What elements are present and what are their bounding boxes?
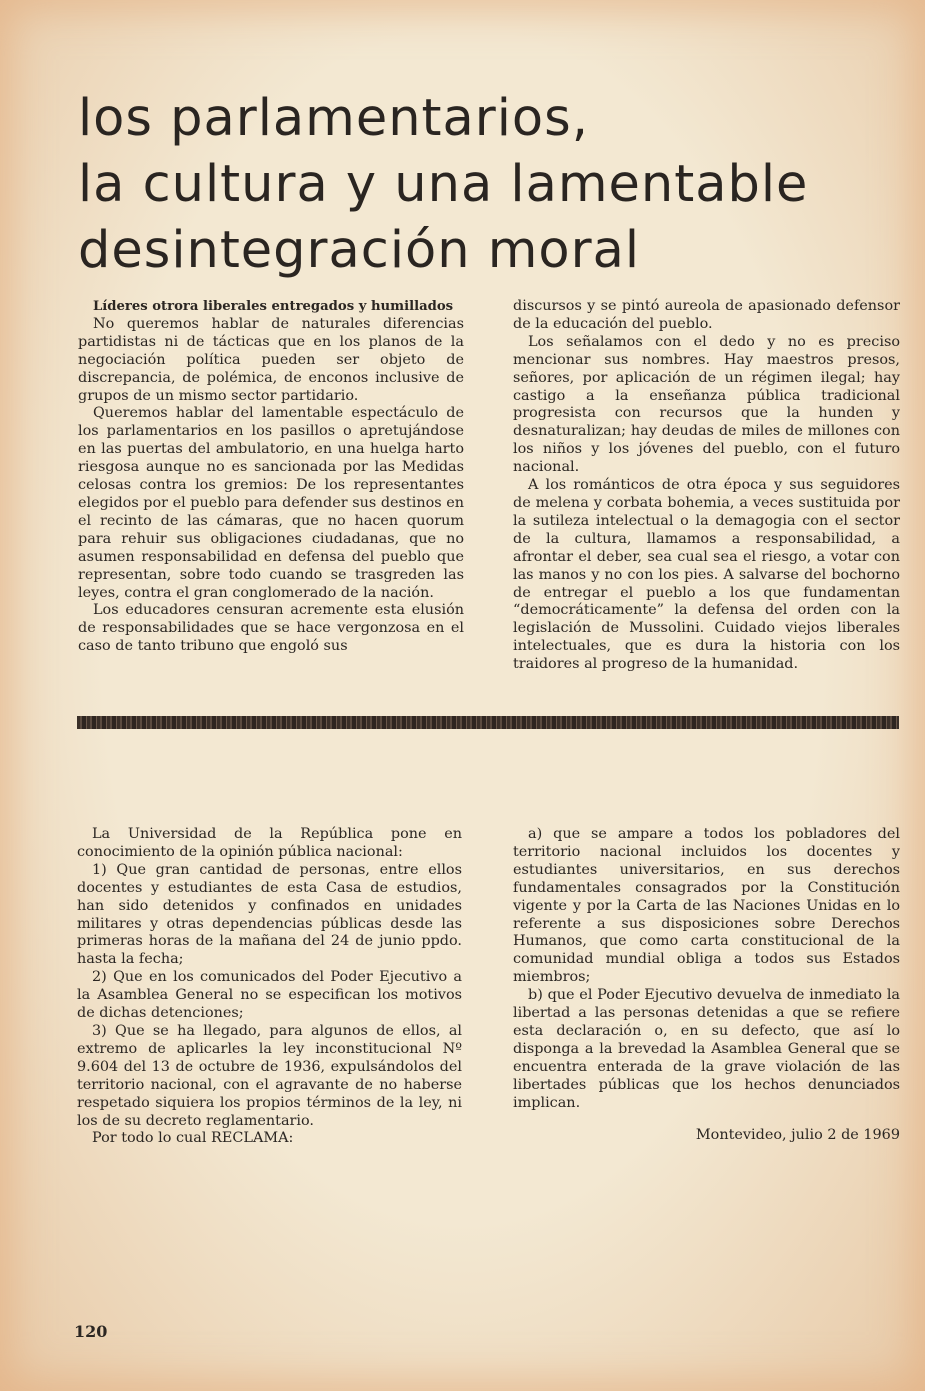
title-line-1: los parlamentarios, xyxy=(78,89,589,148)
paragraph: Por todo lo cual RECLAMA: xyxy=(92,1130,294,1147)
paragraph: b) que el Poder Ejecutivo devuelva de inmediato la libertad a las personas detenidas a que se refiere esta declaración o, en su defecto, que así lo disponga a la brevedad la Asamblea General que se encuentra enterada de la grave violación de las libertades públicas que los hechos denunciados implican. xyxy=(513,987,900,1111)
dateline: Montevideo, julio 2 de 1969 xyxy=(695,1126,900,1143)
paragraph: No queremos hablar de naturales diferencias partidistas ni de tácticas que en los planos de la negociación política pueden ser objeto de discrepancia, de polémica, de enconos inclusive de grupos de un mismo sector partidario. xyxy=(78,315,464,404)
declaration-column-2 xyxy=(513,826,900,1144)
page-number: 120 xyxy=(74,1322,108,1341)
declaration-column-1 xyxy=(77,826,462,1148)
article-column-2 xyxy=(513,298,900,674)
article-title xyxy=(78,86,898,284)
section-divider xyxy=(77,716,899,729)
paragraph: discursos y se pintó aureola de apasionado defensor de la educación del pueblo. xyxy=(513,298,900,332)
paragraph: 3) Que se ha llegado, para algunos de ellos, al extremo de aplicarles la ley inconstitucional Nº 9.604 del 13 de octubre de 1936, expulsándolos del territorio nacional, con el agravante de no haberse respetado siquiera los propios términos de la ley, ni los de su decreto reglamentario. xyxy=(77,1022,462,1129)
paragraph: A los románticos de otra época y sus seguidores de melena y corbata bohemia, a veces sustituida por la sutileza intelectual o la demagogia con el sector de la cultura, llamamos a responsabilidad, a afrontar el deber, sea cual sea el riesgo, a votar con las manos y no con los pies. A salvarse del bochorno de entregar el pueblo a los que fundamentan “democráticamente” la defensa del orden con la legislación de Mussolini. Cuidado viejos liberales intelectuales, que es dura la historia con los traidores al progreso de la humanidad. xyxy=(513,477,900,673)
title-line-3: desintegración moral xyxy=(78,221,640,280)
title-line-2: la cultura y una lamentable xyxy=(78,155,809,214)
paragraph: Los educadores censuran acremente esta elusión de responsabilidades que se hace vergonzosa en el caso de tanto tribuno que engoló sus xyxy=(78,602,464,655)
paragraph: La Universidad de la República pone en conocimiento de la opinión pública nacional: xyxy=(77,826,462,860)
paragraph: Queremos hablar del lamentable espectáculo de los parlamentarios en los pasillos o apretujándose en las puertas del ambulatorio, en una huelga harto riesgosa aunque no es sancionada por las Medidas celosas contra los gremios: De los representantes elegidos por el pueblo para defender sus destinos en el recinto de las cámaras, que no hacen quorum para rehuir sus obligaciones ciudadanas, que no asumen responsabilidad en defensa del pueblo que representan, sobre todo cuando se trasgreden las leyes, contra el gran conglomerado de la nación. xyxy=(78,405,464,601)
paragraph: a) que se ampare a todos los pobladores del territorio nacional incluidos los docentes y estudiantes universitarios, en sus derechos fundamentales consagrados por la Constitución vigente y por la Carta de las Naciones Unidas en lo referente a sus disposiciones sobre Derechos Humanos, que como carta constitucional de la comunidad mundial obliga a todos sus Estados miembros; xyxy=(513,826,900,986)
article-subhead: Líderes otrora liberales entregados y humillados xyxy=(93,299,454,314)
paragraph: 2) Que en los comunicados del Poder Ejecutivo a la Asamblea General no se especifican los motivos de dichas detenciones; xyxy=(77,969,462,1022)
paragraph: 1) Que gran cantidad de personas, entre ellos docentes y estudiantes de esta Casa de estudios, han sido detenidos y confinados en unidades militares y otras dependencias públicas desde las primeras horas de la mañana del 24 de junio ppdo. hasta la fecha; xyxy=(77,861,462,968)
paragraph: Los señalamos con el dedo y no es preciso mencionar sus nombres. Hay maestros presos, señores, por aplicación de un régimen ilegal; hay castigo a la enseñanza pública tradicional progresista con recursos que la hunden y desnaturalizan; hay deudas de miles de millones con los niños y los jóvenes del pueblo, con el futuro nacional. xyxy=(513,333,900,476)
article-column-1 xyxy=(78,298,464,656)
